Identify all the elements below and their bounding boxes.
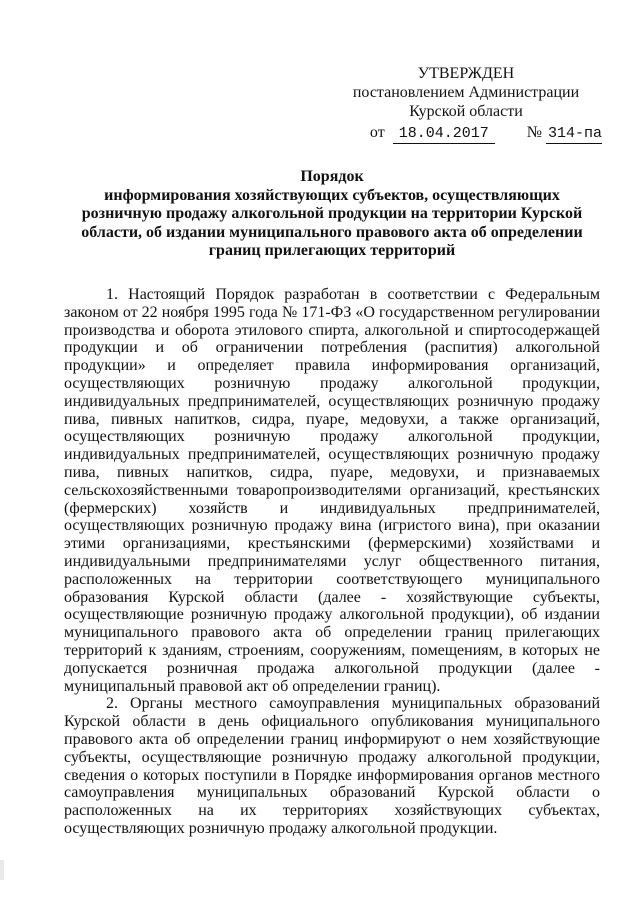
approval-heading: УТВЕРЖДЕН (417, 65, 515, 82)
title-subtitle: информирования хозяйствующих субъектов, осуществляющих розничную продажу алкогольной продукции на территории Курской области, об издании муниципального правового акта об определении границ прилегающих территорий (81, 186, 583, 259)
approval-line-2: Курской области (409, 103, 523, 120)
scan-edge-mark (0, 860, 4, 880)
approval-number: 314-па (547, 125, 602, 142)
approval-stamp (330, 64, 602, 144)
date-prefix: от (369, 124, 385, 141)
number-prefix: № (526, 124, 542, 141)
approval-date-row (330, 123, 602, 144)
title-heading: Порядок (300, 168, 364, 185)
document-title (64, 168, 600, 261)
approval-line-1: постановлением Администрации (352, 84, 580, 101)
paragraph-1: 1. Настоящий Порядок разработан в соответствии с Федеральным законом от 22 ноября 1995 года № 171-ФЗ «О государственном регулировании производства и оборота этилового спирта, алкогольной и спиртосодержащей продукции и об ограничении потребления (распития) алкогольной продукции» и определяет правила информирования организаций, осуществляющих розничную продажу алкогольной продукции, индивидуальных предпринимателей, осуществляющих розничную продажу пива, пивных напитков, сидра, пуаре, медовухи, а также организаций, осуществляющих розничную продажу алкогольной продукции, индивидуальных предпринимателей, осуществляющих розничную продажу пива, пивных напитков, сидра, пуаре, медовухи, и признаваемых сельскохозяйственными товаропроизводителями организаций, крестьянских (фермерских) хозяйств и индивидуальных предпринимателей, осуществляющих розничную продажу вина (игристого вина), при оказании этими организациями, крестьянскими (фермерскими) хозяйствами и индивидуальными предпринимателями услуг общественного питания, расположенных на территории соответствующего муниципального образования Курской области (далее - хозяйствующие субъекты, осуществляющие розничную продажу алкогольной продукции), об издании муниципального правового акта об определении границ прилегающих территорий к зданиям, строениям, сооружениям, помещениям, в которых не допускается розничная продажа алкогольной продукции (далее - муниципальный правовой акт об определении границ). (64, 286, 600, 695)
paragraph-2: 2. Органы местного самоуправления муниципальных образований Курской области в день официального опубликования муниципального правового акта об определении границ информируют о нем хозяйствующие субъекты, осуществляющие розничную продажу алкогольной продукции, сведения о которых поступили в Порядке информирования органов местного самоуправления муниципальных образований Курской области о расположенных на их территориях хозяйствующих субъектах, осуществляющих розничную продажу алкогольной продукции. (64, 695, 600, 837)
approval-date: 18.04.2017 (393, 125, 495, 144)
document-body (64, 286, 600, 838)
